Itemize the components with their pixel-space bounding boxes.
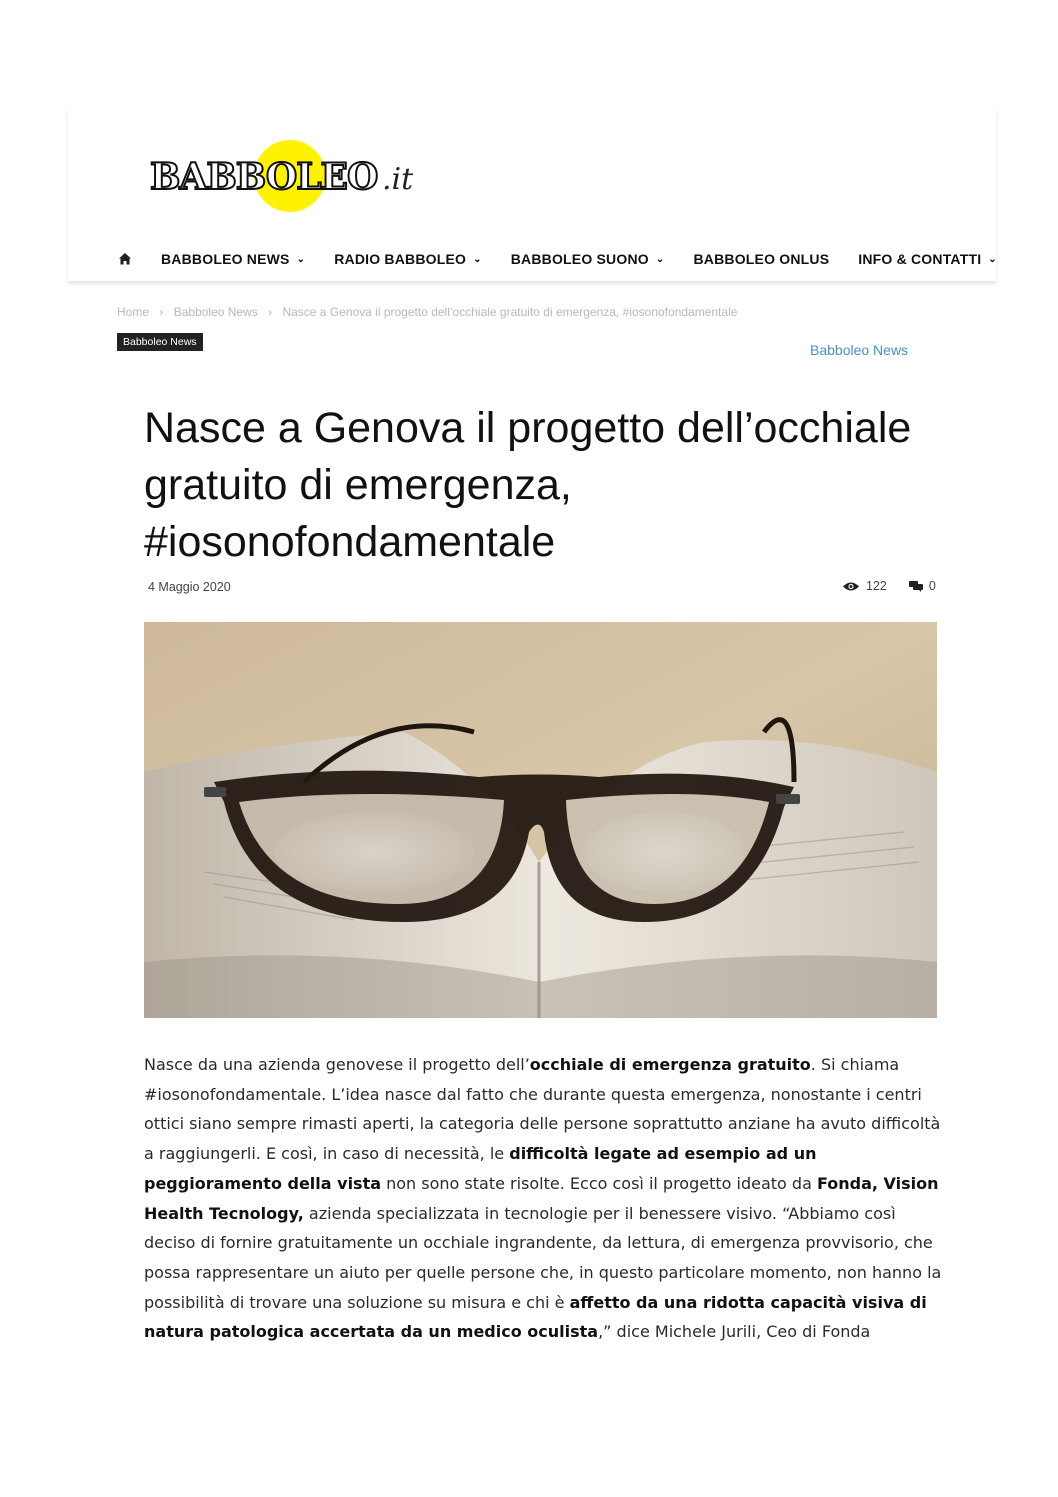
breadcrumb-separator: › (268, 305, 273, 319)
body-text: non sono state risolte. Ecco così il progetto ideato da (381, 1173, 817, 1193)
post-stats (842, 579, 936, 593)
nav-item-label: BABBOLEO NEWS (161, 251, 290, 267)
breadcrumb (117, 305, 737, 319)
body-text: . Si chiama #iosonofondamentale. L’idea nasce dal fatto che durante questa emergenza, nonostante i centri ottici siano sempre rimasti aperti, la categoria delle persone soprattutto anziane ha avuto difficoltà a raggiungerli. E così, in caso di necessità, le (144, 1055, 941, 1164)
body-highlight: Fonda, Vision Health Tecnology, (144, 1173, 939, 1223)
nav-item-label: INFO & CONTATTI (858, 251, 982, 267)
chevron-down-icon: ⌄ (655, 253, 665, 265)
logo-brand-text: BABBOLEO (150, 156, 378, 198)
body-text: Nasce da una azienda genovese il progetto dell’ (144, 1055, 530, 1074)
site-logo[interactable] (150, 140, 430, 216)
nav-item-label: BABBOLEO SUONO (510, 251, 649, 267)
body-highlight: difficoltà legate ad esempio ad un peggioramento della vista (144, 1144, 817, 1193)
nav-item-babboleo-onlus[interactable] (693, 251, 829, 267)
views-count: 122 (866, 579, 887, 593)
page-title: Nasce a Genova il progetto dell’occhiale gratuito di emergenza, #iosonofondamentale (144, 404, 912, 566)
breadcrumb-home-link[interactable]: Home (117, 305, 150, 319)
post-date: 4 Maggio 2020 (148, 580, 231, 594)
breadcrumb-separator: › (159, 305, 164, 319)
chevron-down-icon: ⌄ (296, 253, 306, 265)
body-highlight: occhiale di emergenza gratuito (529, 1055, 811, 1074)
article-hero-image (144, 622, 937, 1018)
breadcrumb-current: Nasce a Genova il progetto dell’occhiale gratuito di emergenza, #iosonofondamentale (282, 305, 738, 319)
comments-icon[interactable] (909, 581, 923, 592)
category-badge[interactable]: Babboleo News (117, 333, 203, 351)
body-text: ,” dice Michele Jurili, Ceo di Fonda (598, 1322, 871, 1342)
chevron-down-icon: ⌄ (988, 253, 997, 265)
nav-item-babboleo-news[interactable] (161, 251, 305, 267)
body-highlight: affetto da una ridotta capacità visiva di natura patologica accertata da un medico oculista (144, 1292, 927, 1342)
breadcrumb-section-link[interactable]: Babboleo News (173, 305, 258, 319)
nav-item-babboleo-suono[interactable] (511, 251, 665, 267)
main-nav (118, 245, 1026, 273)
nav-item-label: RADIO BABBOLEO (334, 251, 467, 267)
nav-item-info-contatti[interactable] (858, 251, 997, 267)
eye-icon (842, 581, 860, 592)
comments-count[interactable]: 0 (928, 579, 936, 593)
sidebar-category-link[interactable]: Babboleo News (810, 342, 909, 358)
nav-item-label: BABBOLEO ONLUS (693, 251, 830, 267)
nav-item-radio-babboleo[interactable] (334, 251, 482, 267)
chevron-down-icon: ⌄ (473, 253, 482, 265)
logo-tld-text: .it (382, 162, 414, 197)
article-body (144, 1050, 944, 1347)
home-icon[interactable] (118, 252, 132, 266)
body-text: azienda specializzata in tecnologie per il benessere visivo. “Abbiamo così deciso di fornire gratuitamente un occhiale ingrandente, da lettura, di emergenza provvisorio, che possa rappresentare un aiuto per quelle persone che, in questo particolare momento, non hanno la possibilità di trovare una soluzione su misura e chi è (144, 1203, 942, 1312)
